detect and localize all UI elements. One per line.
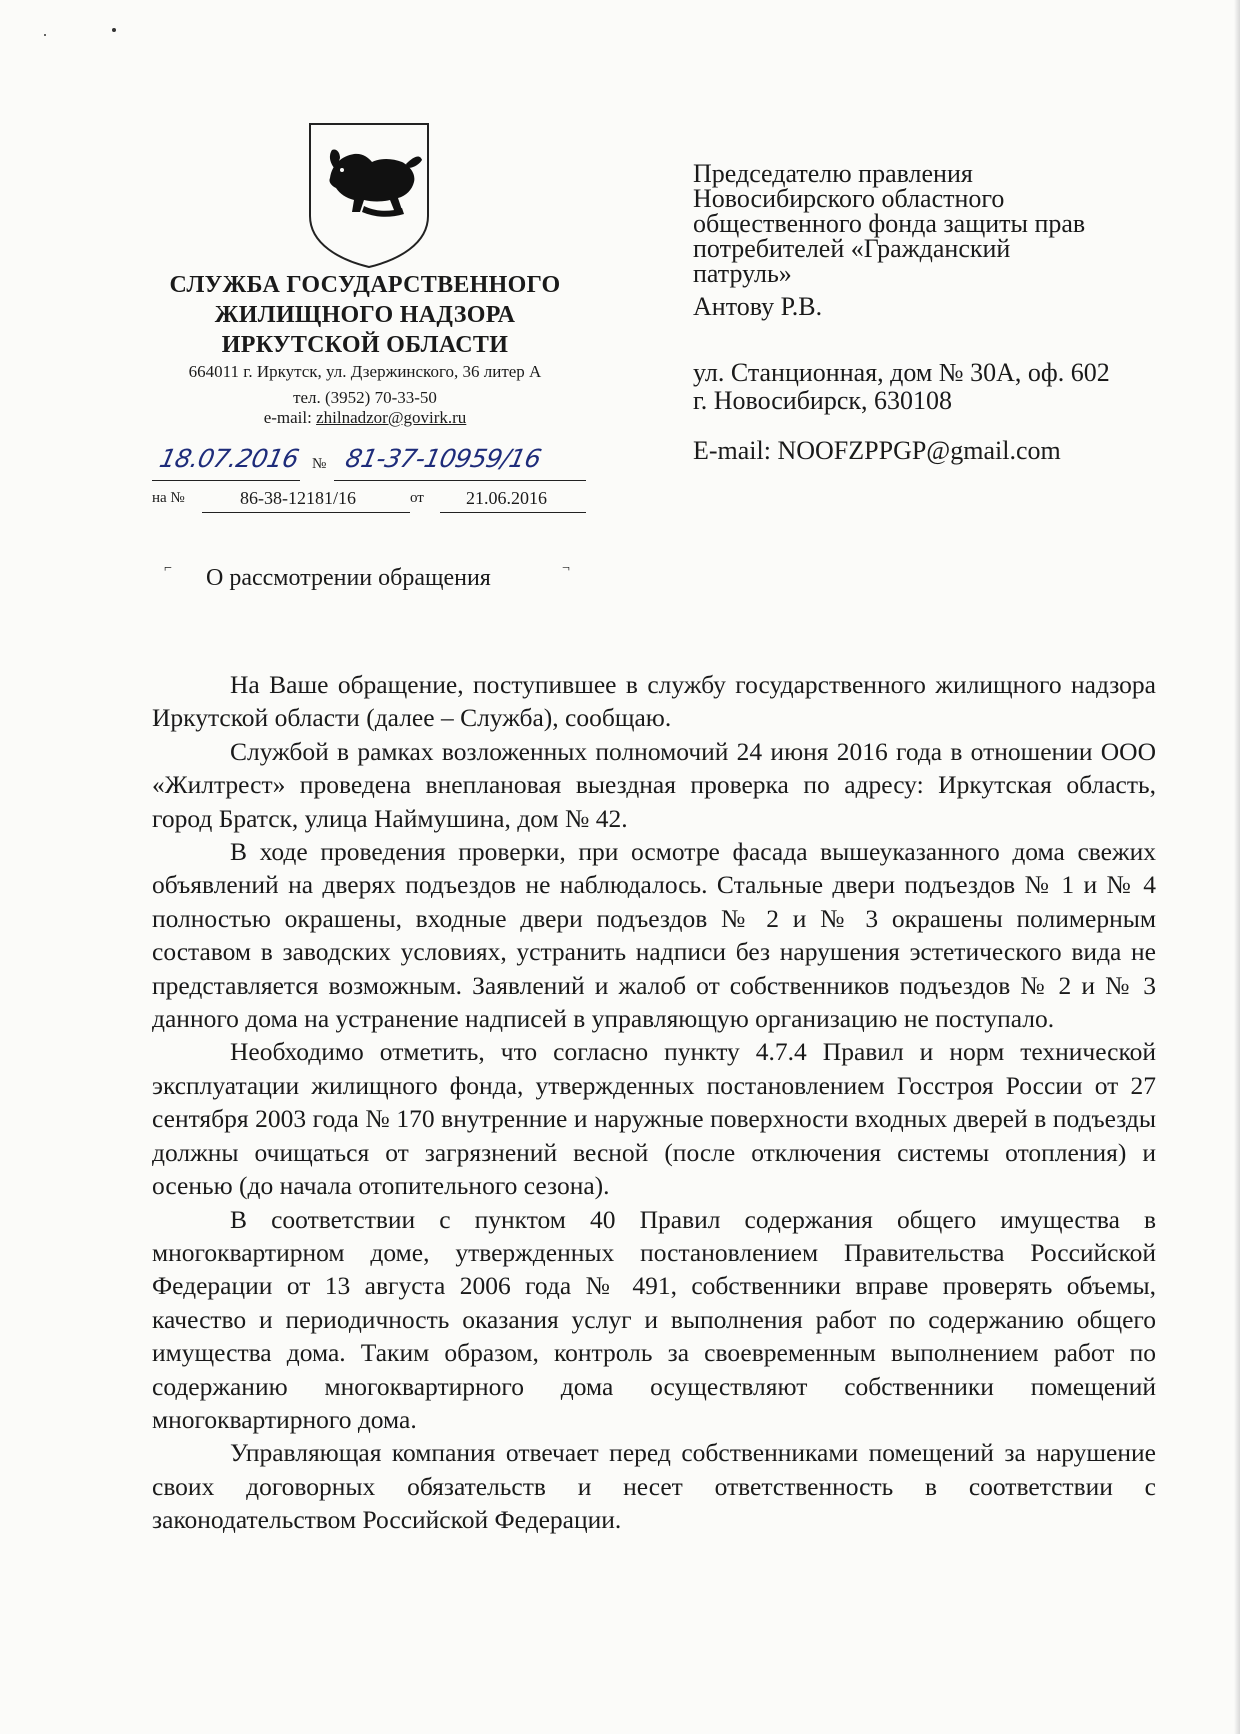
paragraph-5: В соответствии с пунктом 40 Правил содержания общего имущества в многоквартирном доме, утвержденных постановлением Правительства Российской Федерации от 13 августа 2006 года № 491, собственники вправе проверять объемы, качество и периодичность оказания услуг и выполнения работ по содержанию общего имущества дома. Таким образом, контроль за своевременным выполнением работ по содержанию многоквартирного дома осуществляют собственники помещений многоквартирного дома.: [152, 1204, 1156, 1434]
org-phone: тел. (3952) 70-33-50: [293, 388, 437, 407]
recipient-line-3: общественного фонда защиты прав: [693, 209, 1086, 238]
letter-subject: О рассмотрении обращения: [206, 565, 491, 591]
recipient-street: ул. Станционная, дом № 30А, оф. 602: [693, 358, 1110, 387]
recipient-line-5: патруль»: [693, 259, 792, 288]
scan-edge: [1234, 0, 1240, 1734]
number-underline: [334, 480, 586, 481]
scan-speck: [44, 34, 46, 36]
recipient-address: [693, 359, 1110, 415]
paragraph-6: Управляющая компания отвечает перед собственниками помещений за нарушение своих договорных обязательств и несет ответственность в соответствии с законодательством Российской Федерации.: [152, 1438, 1156, 1535]
outgoing-number-handwritten: 81-37-10959/16: [342, 444, 544, 473]
from-label: от: [410, 490, 424, 506]
ref-label: на №: [152, 490, 185, 506]
organization-name: [140, 270, 590, 360]
org-address: 664011 г. Иркутск, ул. Дзержинского, 36 литер А: [188, 362, 542, 381]
recipient-email: E-mail: NOOFZPPGP@gmail.com: [693, 436, 1061, 465]
org-line-2: ЖИЛИЩНОГО НАДЗОРА: [214, 302, 516, 328]
recipient-city: г. Новосибирск, 630108: [693, 386, 953, 415]
org-email-label: e-mail:: [263, 408, 312, 427]
ref-date-underline: [440, 512, 586, 513]
org-line-3: ИРКУТСКОЙ ОБЛАСТИ: [221, 332, 509, 358]
ref-number-underline: [202, 512, 410, 513]
coat-of-arms-emblem: [306, 120, 432, 270]
recipient-line-1: Председателю правления: [693, 159, 973, 188]
subject-corner-left: ⌐: [164, 561, 172, 576]
recipient-line-2: Новосибирского областного: [693, 184, 1005, 213]
letter-body: [152, 668, 1156, 1537]
recipient-line-4: потребителей «Гражданский: [693, 234, 1011, 263]
recipient-name: Антову Р.В.: [693, 292, 823, 321]
org-email: zhilnadzor@govirk.ru: [316, 408, 467, 427]
recipient-block: [693, 161, 1213, 319]
paragraph-1: На Ваше обращение, поступившее в службу государственного жилищного надзора Иркутской области (далее – Служба), сообщаю.: [152, 670, 1156, 733]
number-sign: №: [312, 456, 327, 472]
paragraph-4: Необходимо отметить, что согласно пункту 4.7.4 Правил и норм технической эксплуатации жилищного фонда, утвержденных постановлением Госстроя России от 27 сентября 2003 года № 170 внутренние и наружные поверхности входных дверей в подъезды должны очищаться от загрязнений весной (после отключения системы отопления) и осенью (до начала отопительного сезона).: [152, 1037, 1156, 1201]
outgoing-date-handwritten: 18.07.2016: [156, 444, 302, 473]
paragraph-3: В ходе проведения проверки, при осмотре фасада вышеуказанного дома свежих объявлений на дверях подъездов не наблюдалось. Стальные двери подъездов № 1 и № 4 полностью окрашены, входные двери подъездов № 2 и № 3 окрашены полимерным составом в заводских условиях, устранить надписи без нарушения эстетического вида не представляется возможным. Заявлений и жалоб от собственников подъездов № 2 и № 3 данного дома на устранение надписей в управляющую организацию не поступало.: [152, 837, 1156, 1034]
org-line-1: СЛУЖБА ГОСУДАРСТВЕННОГО: [169, 272, 561, 298]
scan-speck: [112, 28, 116, 32]
ref-date: 21.06.2016: [466, 488, 547, 508]
organization-contacts: [140, 362, 590, 428]
ref-number: 86-38-12181/16: [240, 488, 356, 508]
date-underline: [152, 480, 300, 481]
org-email-line: [140, 408, 590, 428]
paragraph-2: Службой в рамках возложенных полномочий 24 июня 2016 года в отношении ООО «Жилтрест» проведена внеплановая выездная проверка по адресу: Иркутская область, город Братск, улица Наймушина, дом № 42.: [152, 736, 1156, 833]
subject-corner-right: ¬: [562, 561, 570, 576]
